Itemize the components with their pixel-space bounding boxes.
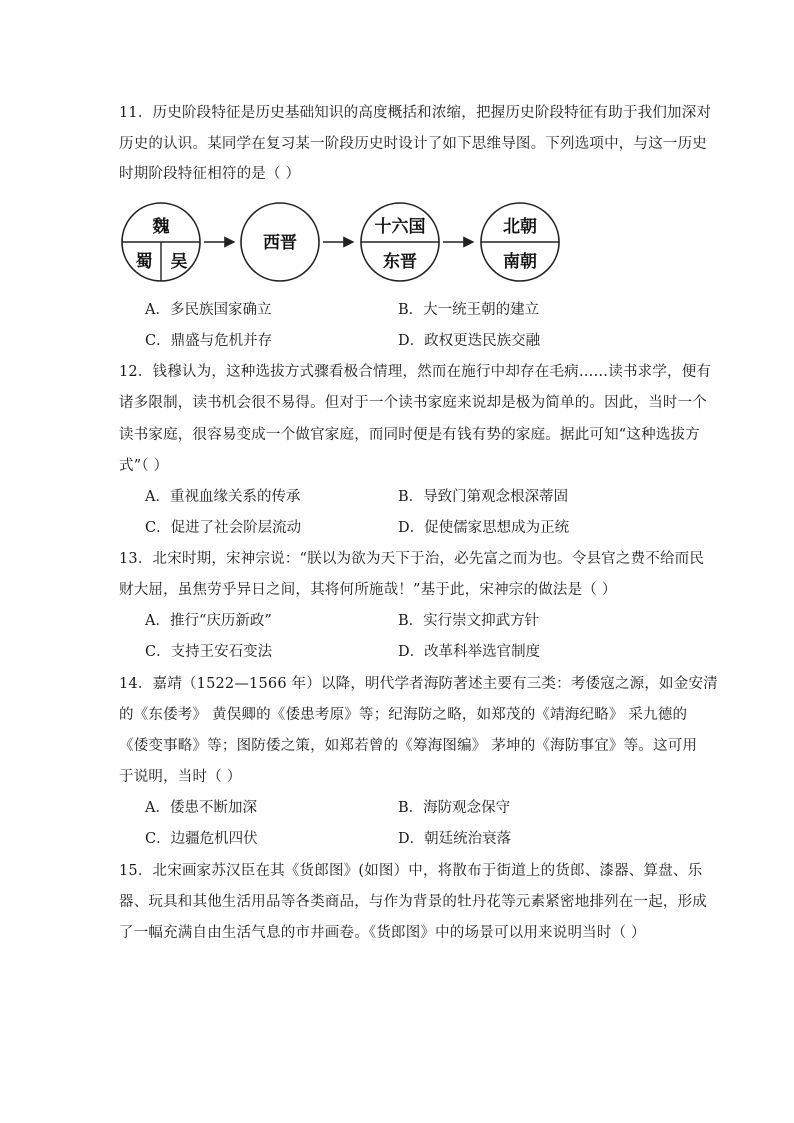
q13-line-1: 13．北宋时期，宋神宗说：“朕以为欲为天下于治，必先富之而为也。令县官之费不给而民 bbox=[119, 551, 705, 567]
q11-option-c[interactable]: C．鼎盛与危机并存 bbox=[145, 333, 273, 349]
label-wei: 魏 bbox=[152, 217, 170, 237]
q13-option-b[interactable]: B．实行崇文抑武方针 bbox=[398, 613, 540, 629]
mind-map-diagram bbox=[120, 201, 562, 283]
q11-option-b[interactable]: B．大一统王朝的建立 bbox=[398, 302, 540, 318]
q15-line-2: 器、玩具和其他生活用品等各类商品，与作为背景的牡丹花等元素紧密地排列在一起，形成 bbox=[119, 894, 707, 910]
label-shiliuguo: 十六国 bbox=[374, 217, 426, 237]
q11-option-d[interactable]: D．政权更迭民族交融 bbox=[398, 333, 541, 349]
q15-line-3: 了一幅充满自由生活气息的市井画卷。《货郎图》中的场景可以用来说明当时（ ） bbox=[119, 925, 646, 941]
circle-beichao-nanchao bbox=[481, 203, 559, 281]
q14-line-2: 的《东倭考》 黄俣卿的《倭患考原》等；纪海防之略，如郑茂的《靖海纪略》 采九德的 bbox=[119, 707, 688, 723]
label-nanchao: 南朝 bbox=[503, 252, 537, 272]
q11-line-3: 时期阶段特征相符的是（ ） bbox=[119, 166, 301, 182]
q12-line-3: 读书家庭，很容易变成一个做官家庭，而同时便是有钱有势的家庭。据此可知“这种选拔方 bbox=[119, 427, 700, 443]
q12-option-c[interactable]: C．促进了社会阶层流动 bbox=[145, 520, 302, 536]
q14-line-4: 于说明，当时（ ） bbox=[119, 769, 242, 785]
label-wu: 吴 bbox=[170, 252, 188, 272]
q13-option-a[interactable]: A．推行“庆历新政” bbox=[145, 613, 272, 629]
label-shu: 蜀 bbox=[135, 252, 153, 272]
circle-wei-shu-wu bbox=[122, 203, 200, 281]
q14-line-1: 14．嘉靖（1522—1566 年）以降，明代学者海防著述主要有三类：考倭寇之源，如金安清 bbox=[119, 676, 718, 692]
q13-line-2: 财大屈，虽焦劳乎异日之间，其将何所施哉！”基于此，宋神宗的做法是（ ） bbox=[119, 582, 617, 598]
q12-line-4: 式”（ ） bbox=[119, 458, 169, 474]
q14-option-b[interactable]: B．海防观念保守 bbox=[398, 800, 511, 816]
q11-option-a[interactable]: A．多民族国家确立 bbox=[145, 302, 272, 318]
q12-line-1: 12．钱穆认为，这种选拔方式骤看极合情理，然而在施行中却存在毛病……读书求学，便有 bbox=[119, 364, 712, 380]
label-beichao: 北朝 bbox=[503, 217, 537, 237]
q11-line-1: 11．历史阶段特征是历史基础知识的高度概括和浓缩，把握历史阶段特征有助于我们加深对 bbox=[119, 105, 712, 121]
label-dongjin: 东晋 bbox=[383, 252, 417, 272]
circle-shiliuguo-dongjin bbox=[361, 203, 439, 281]
q12-line-2: 诸多限制，读书机会很不易得。但对于一个读书家庭来说却是极为简单的。因此，当时一个 bbox=[119, 395, 707, 411]
q14-option-c[interactable]: C．边疆危机四伏 bbox=[145, 831, 258, 847]
label-xijin: 西晋 bbox=[263, 233, 297, 253]
q13-option-c[interactable]: C．支持王安石变法 bbox=[145, 644, 273, 660]
q14-option-a[interactable]: A．倭患不断加深 bbox=[145, 800, 257, 816]
q12-option-a[interactable]: A．重视血缘关系的传承 bbox=[145, 489, 301, 505]
q12-option-b[interactable]: B．导致门第观念根深蒂固 bbox=[398, 489, 569, 505]
q12-option-d[interactable]: D．促使儒家思想成为正统 bbox=[398, 520, 570, 536]
q13-option-d[interactable]: D．改革科举选官制度 bbox=[398, 644, 541, 660]
q14-line-3: 《倭变事略》等；图防倭之策，如郑若曾的《筹海图编》 茅坤的《海防事宜》等。这可用 bbox=[119, 738, 698, 754]
q15-line-1: 15．北宋画家苏汉臣在其《货郎图》(如图）中，将散布于街道上的货郎、漆器、算盘、乐 bbox=[119, 863, 703, 879]
circle-xijin bbox=[241, 203, 319, 281]
q14-option-d[interactable]: D．朝廷统治衰落 bbox=[398, 831, 512, 847]
q11-line-2: 历史的认识。某同学在复习某一阶段历史时设计了如下思维导图。下列选项中，与这一历史 bbox=[119, 136, 707, 152]
